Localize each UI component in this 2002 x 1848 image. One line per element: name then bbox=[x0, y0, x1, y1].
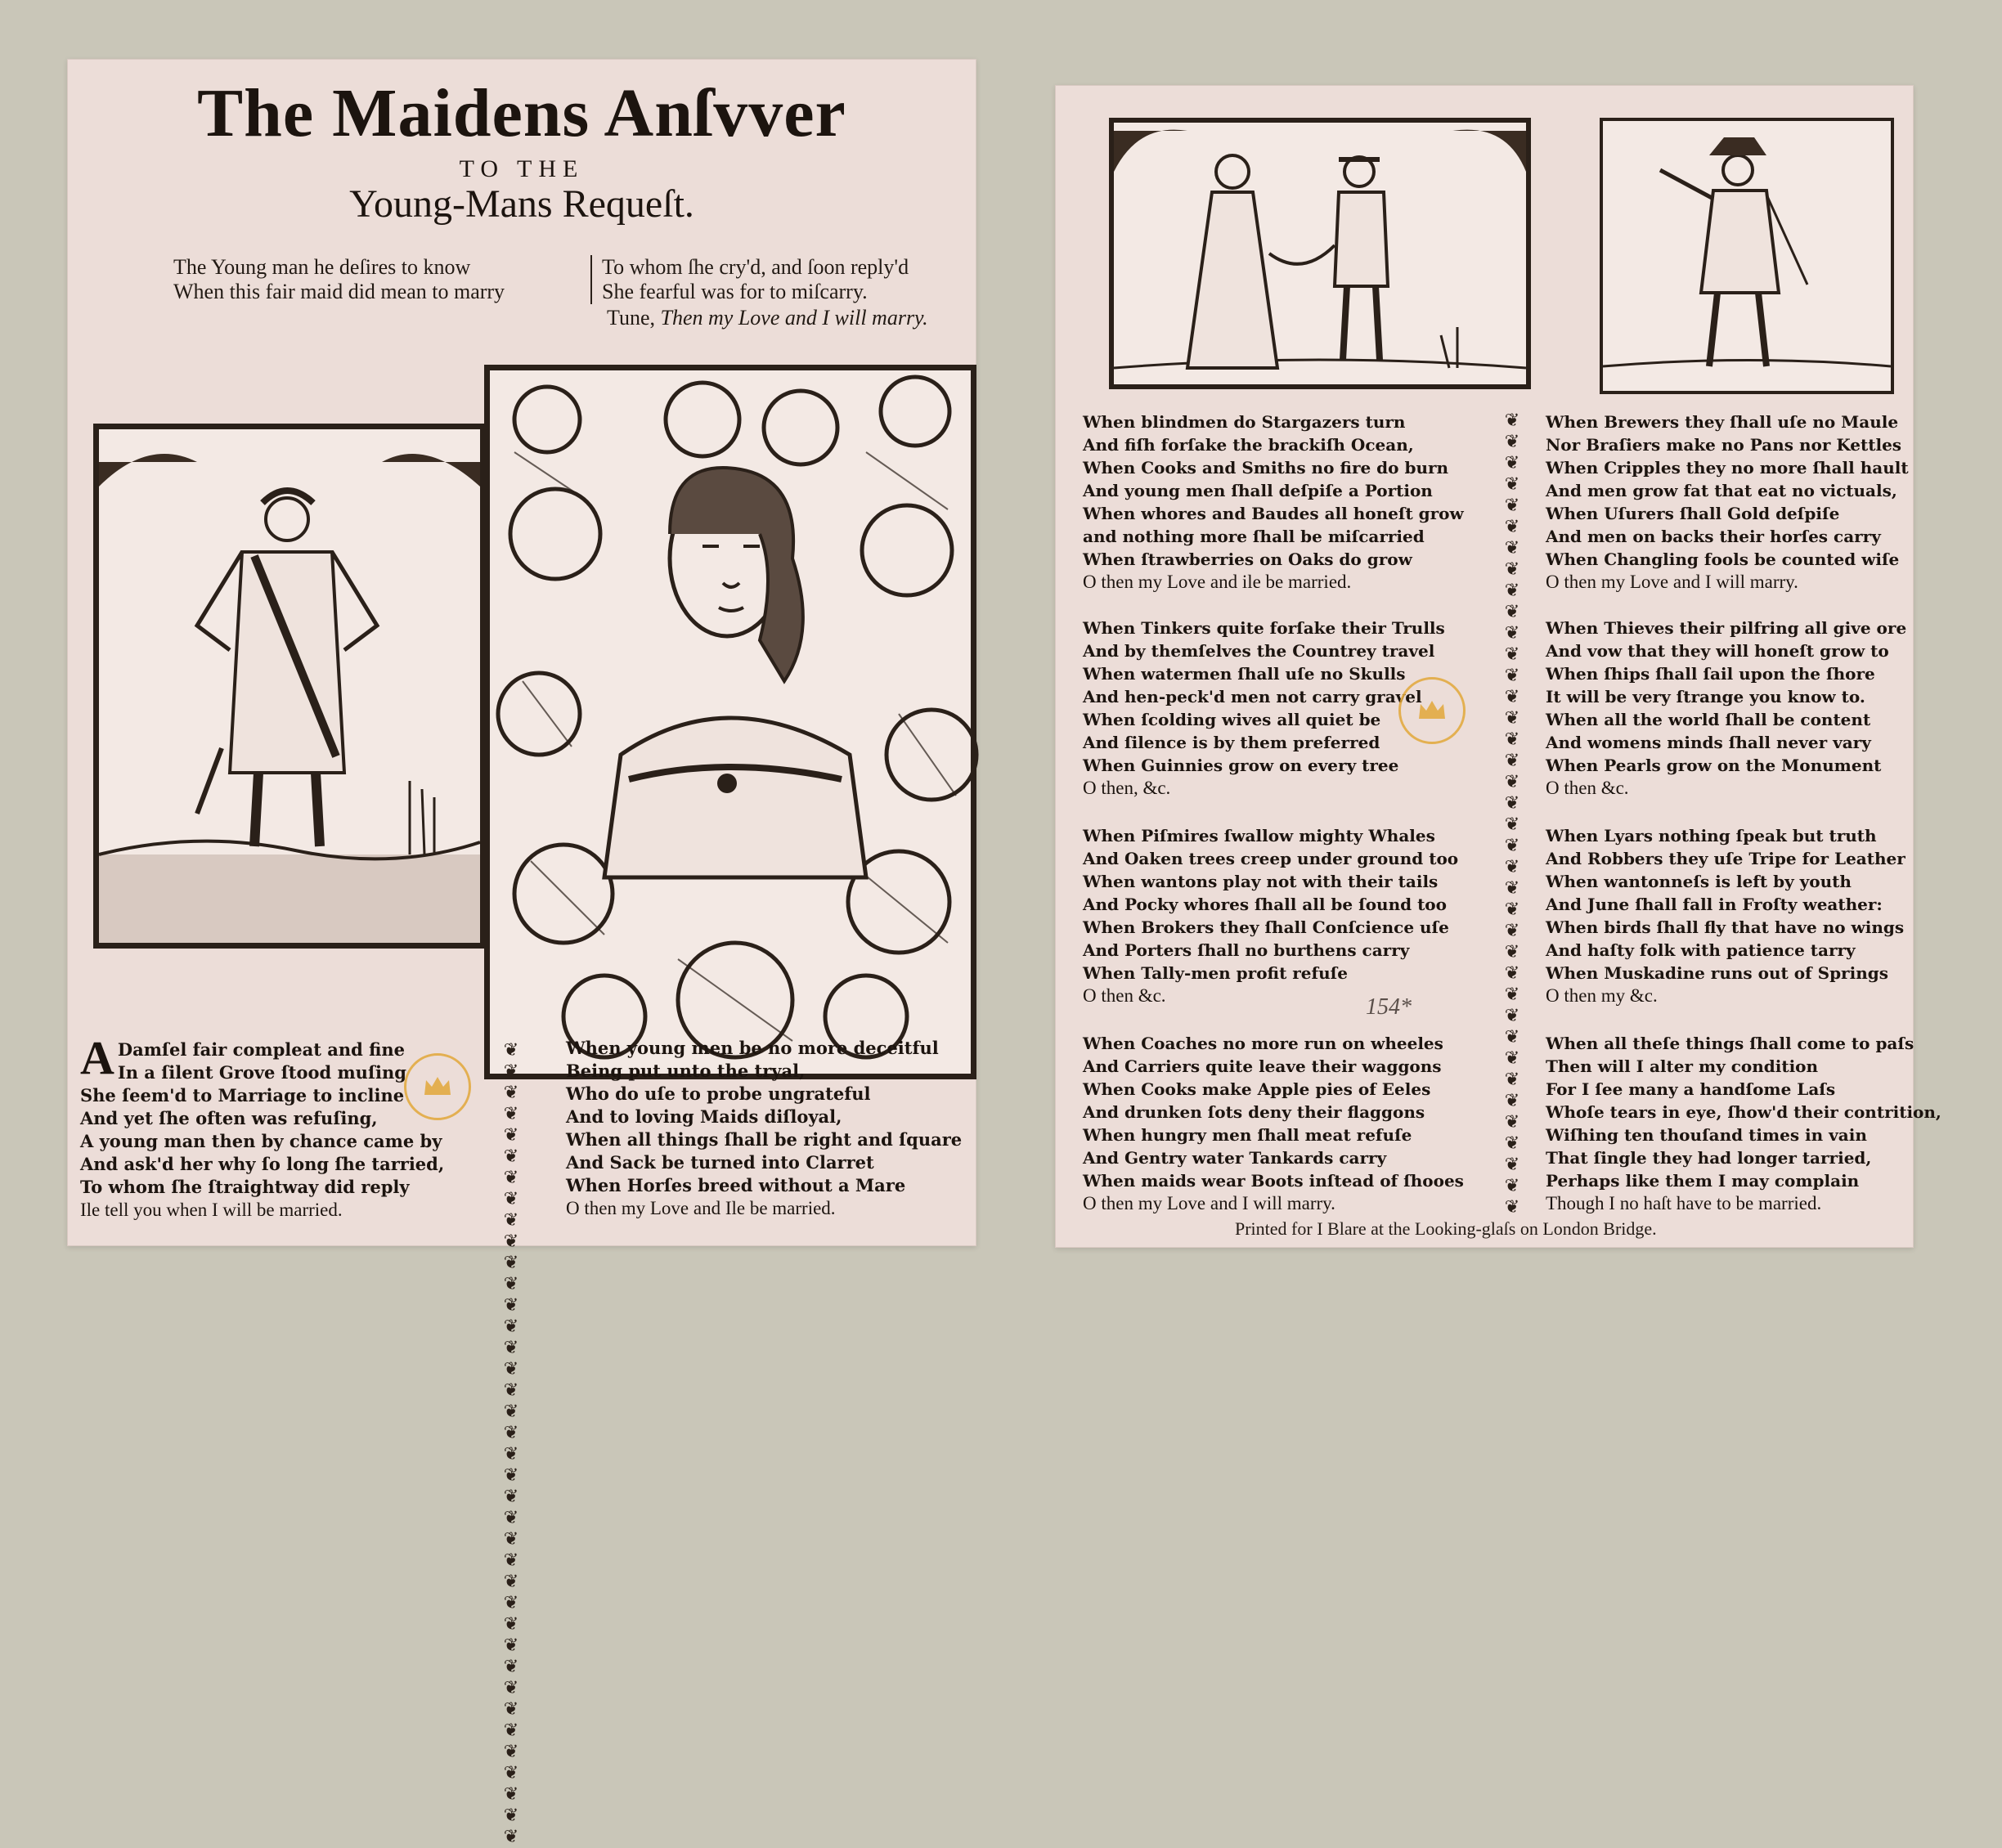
broadside-right-sheet bbox=[1055, 85, 1941, 1248]
verse-body: When Thieves their pilfring all give ore And vow that they will honeſt grow to When ſhips ſhall ſail upon the ſhore It will be very ſtrange you know to. When all the world ſhall be content And womens minds ſhall never vary When Pearls grow on the Monument bbox=[1546, 618, 1907, 775]
verse-block bbox=[1546, 1032, 1941, 1215]
crown-icon bbox=[1417, 697, 1447, 722]
verse-second-refrain: O then my Love and Ile be married. bbox=[566, 1198, 836, 1218]
verse-refrain: Though I no haſt have to be married. bbox=[1546, 1193, 1822, 1213]
shelfmark-annotation: 154* bbox=[1366, 994, 1412, 1020]
verse-body: When Tinkers quite forſake their Trulls And by themſelves the Countrey travel When watermen ſhall uſe no Skulls And hen-peck'd men not carry gravel When ſcolding wives all quiet be And ſilence is by them preferred When Guinnies grow on every tree bbox=[1083, 618, 1445, 775]
verse-refrain: O then my Love and I will marry. bbox=[1083, 1193, 1335, 1213]
verse-refrain: O then &c. bbox=[1083, 985, 1166, 1006]
woodcut-young-man bbox=[93, 424, 486, 949]
verse-block bbox=[1546, 617, 1906, 800]
verse-body: When Piſmires ſwallow mighty Whales And Oaken trees creep under ground too When wantons play not with their tails And Pocky whores ſhall all be ſound too When Brokers they ſhall Conſcience uſe And Porters ſhall no burthens carry When Tally-men profit refuſe bbox=[1083, 826, 1459, 983]
broadside-left-sheet bbox=[67, 59, 976, 1847]
title-connector: TO THE bbox=[459, 155, 585, 182]
verse-opening-refrain: Ile tell you when I will be married. bbox=[80, 1200, 343, 1220]
verse-refrain: O then my Love and ile be married. bbox=[1083, 572, 1352, 592]
drop-cap: A bbox=[80, 1031, 114, 1084]
museum-stamp-right bbox=[1398, 677, 1466, 744]
intro-left-couplet: The Young man he deſires to know When this fair maid did mean to marry bbox=[173, 255, 505, 303]
verse-block bbox=[1083, 824, 1458, 1007]
verse-block bbox=[1546, 824, 1905, 1007]
verse-refrain: O then &c. bbox=[1546, 778, 1629, 798]
woodcut-couple bbox=[1109, 118, 1531, 389]
maiden-figure bbox=[490, 370, 971, 1074]
printer-imprint: Printed for I Blare at the Looking-glaſs on London Bridge. bbox=[1235, 1218, 1657, 1239]
verse-body: When Brewers they ſhall uſe no Maule Nor Braſiers make no Pans nor Kettles When Cripples they no more ſhall hault And men grow fat that eat no victuals, When Uſurers ſhall Gold deſpiſe And men on backs their horſes carry When Changling fools be counted wiſe bbox=[1546, 412, 1909, 569]
verse-refrain: O then my Love and I will marry. bbox=[1546, 572, 1798, 592]
crown-icon bbox=[423, 1074, 452, 1098]
verse-second-body: When young men be no more deceitful Being put unto the tryal, Who do uſe to probe ungrateful And to loving Maids diſloyal, When all things ſhall be right and ſquare And Sack be turned into Clarret When Horſes breed without a Mare bbox=[566, 1038, 963, 1195]
tune-prefix: Tune, bbox=[607, 306, 656, 330]
intro-right-couplet: To whom ſhe cry'd, and ſoon reply'd She fearful was for to miſcarry. bbox=[590, 255, 909, 304]
young-man-figure bbox=[99, 429, 480, 943]
verse-block bbox=[1546, 410, 1909, 594]
verse-opening bbox=[80, 1031, 445, 1222]
woodcut-maiden bbox=[484, 365, 976, 1079]
tune-line bbox=[607, 306, 928, 330]
page-title: The Maidens Anſvver bbox=[197, 75, 846, 151]
gentleman-figure bbox=[1603, 121, 1891, 391]
verse-body: When Coaches no more run on wheeles And Carriers quite leave their waggons When Cooks make Apple pies of Eeles And drunken ſots deny their flaggons When hungry men ſhall meat refuſe And Gentry water Tankards carry When maids wear Boots inſtead of ſhooes bbox=[1083, 1034, 1464, 1191]
woodcut-gentleman bbox=[1600, 118, 1894, 394]
museum-stamp-left bbox=[404, 1053, 471, 1120]
tune-name: Then my Love and I will marry. bbox=[660, 306, 928, 330]
verse-opening-body: Damſel fair compleat and fine In a ſilent Grove ſtood muſing She ſeem'd to Marriage to incline And yet ſhe often was refuſing, A young man then by chance came by And ask'd her why ſo long ſhe tarried, To whom ſhe ſtraightway did reply bbox=[80, 1039, 445, 1197]
ornament-border-right: ❦❦❦❦❦❦❦❦❦❦❦❦❦❦❦❦❦❦❦❦❦❦❦❦❦❦❦❦❦❦❦❦❦❦❦❦❦❦ bbox=[1504, 410, 1520, 1218]
verse-body: When blindmen do Stargazers turn And fiſh forſake the brackiſh Ocean, When Cooks and Smiths no fire do burn And young men ſhall deſpiſe a Portion When whores and Baudes all honeſt grow and nothing more ſhall be miſcarried When ſtrawberries on Oaks do grow bbox=[1083, 412, 1464, 569]
couple-figure bbox=[1114, 123, 1526, 384]
verse-refrain: O then my &c. bbox=[1546, 985, 1658, 1006]
verse-body: When all theſe things ſhall come to paſs Then will I alter my condition For I ſee many a handſome Laſs Whoſe tears in eye, ſhow'd their contrition, Wiſhing ten thouſand times in vain That ſingle they had longer tarried, Perhaps like them I may complain bbox=[1546, 1034, 1941, 1191]
verse-body: When Lyars nothing ſpeak but truth And Robbers they uſe Tripe for Leather When wantonneſs is left by youth And June ſhall fall in Froſty weather: When birds ſhall fly that have no wings And haſty folk with patience tarry When Muskadine runs out of Springs bbox=[1546, 826, 1905, 983]
verse-block bbox=[1083, 617, 1445, 800]
verse-block bbox=[1083, 1032, 1464, 1215]
verse-block bbox=[1083, 410, 1464, 594]
verse-second bbox=[566, 1037, 962, 1220]
page-subtitle: Young-Mans Requeſt. bbox=[349, 182, 694, 226]
verse-refrain: O then, &c. bbox=[1083, 778, 1171, 798]
ornament-border-left: ❦❦❦❦❦❦❦❦❦❦❦❦❦❦❦❦❦❦❦❦❦❦❦❦❦❦❦❦❦❦❦❦❦❦❦❦❦❦ bbox=[503, 1040, 519, 1847]
